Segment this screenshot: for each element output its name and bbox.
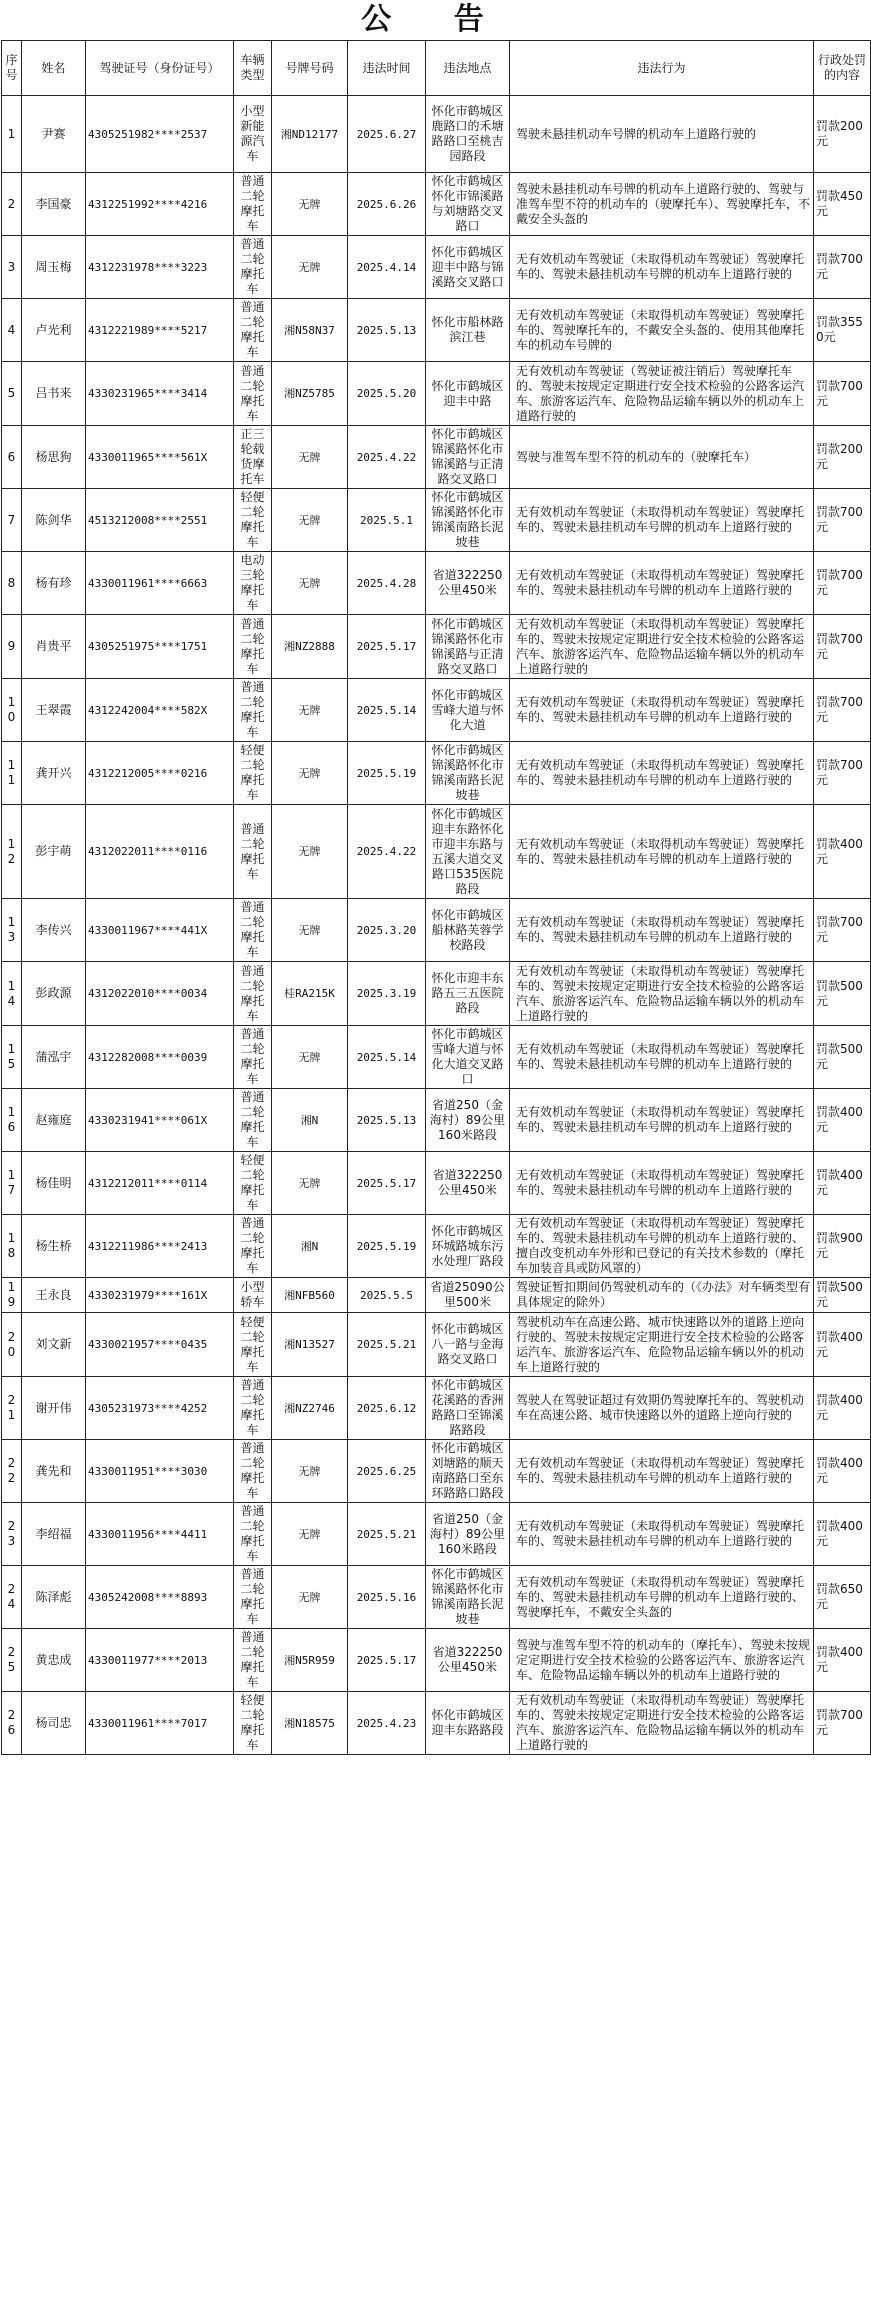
plate-number: 无牌	[272, 1152, 348, 1215]
person-name: 蒲泓宇	[22, 1026, 86, 1089]
table-row	[2, 1278, 871, 1313]
violation-date: 2025.4.22	[348, 426, 426, 489]
vehicle-type: 轻便二轮摩托车	[234, 742, 272, 805]
violation-place: 怀化市鹤城区花溪路的香洲路路口至锦溪路路段	[426, 1377, 510, 1440]
table-row	[2, 173, 871, 236]
penalty: 罚款200元	[814, 426, 871, 489]
violation-place: 怀化市鹤城区锦溪路怀化市锦溪路与正清路交叉路口	[426, 426, 510, 489]
violation-date: 2025.5.19	[348, 742, 426, 805]
violation-place: 省道322250公里450米	[426, 1629, 510, 1692]
row-number: 1	[2, 96, 22, 173]
plate-number: 湘ND12177	[272, 96, 348, 173]
violation-behavior: 无有效机动车驾驶证（驾驶证被注销后）驾驶摩托车的、驾驶未按规定定期进行安全技术检验的公路客运汽车、旅游客运汽车、危险物品运输车辆以外的机动车上道路行驶的	[510, 362, 814, 426]
header-penalty: 行政处罚的内容	[814, 41, 871, 96]
plate-number: 无牌	[272, 426, 348, 489]
violation-place: 怀化市鹤城区迎丰中路	[426, 362, 510, 426]
person-name: 刘文新	[22, 1313, 86, 1377]
row-number: 22	[2, 1440, 22, 1503]
violation-date: 2025.5.20	[348, 362, 426, 426]
header-place: 违法地点	[426, 41, 510, 96]
plate-number: 湘N18575	[272, 1692, 348, 1755]
row-number: 6	[2, 426, 22, 489]
violation-behavior: 驾驶与准驾车型不符的机动车的（驶摩托车）	[510, 426, 814, 489]
penalty: 罚款400元	[814, 1377, 871, 1440]
vehicle-type: 正三轮载货摩托车	[234, 426, 272, 489]
license-number: 4330011977****2013	[86, 1629, 234, 1692]
plate-number: 湘NZ5785	[272, 362, 348, 426]
plate-number: 湘NFB560	[272, 1278, 348, 1313]
violation-place: 省道25090公里500米	[426, 1278, 510, 1313]
vehicle-type: 轻便二轮摩托车	[234, 1313, 272, 1377]
table-row	[2, 1026, 871, 1089]
plate-number: 无牌	[272, 1440, 348, 1503]
table-row	[2, 1377, 871, 1440]
plate-number: 湘N13527	[272, 1313, 348, 1377]
person-name: 陈剑华	[22, 489, 86, 552]
vehicle-type: 普通二轮摩托车	[234, 1629, 272, 1692]
penalty: 罚款400元	[814, 1089, 871, 1152]
penalty: 罚款400元	[814, 1440, 871, 1503]
row-number: 23	[2, 1503, 22, 1566]
violation-date: 2025.5.17	[348, 615, 426, 679]
table-row	[2, 236, 871, 299]
row-number: 21	[2, 1377, 22, 1440]
license-number: 4312212011****0114	[86, 1152, 234, 1215]
plate-number: 无牌	[272, 742, 348, 805]
violation-place: 怀化市鹤城区船林路芙蓉学校路段	[426, 899, 510, 962]
table-row	[2, 679, 871, 742]
header-vehicle: 车辆类型	[234, 41, 272, 96]
violation-place: 怀化市鹤城区八一路与金海路交叉路口	[426, 1313, 510, 1377]
person-name: 杨佳明	[22, 1152, 86, 1215]
table-row	[2, 1440, 871, 1503]
person-name: 杨有珍	[22, 552, 86, 615]
violation-place: 怀化市鹤城区锦溪路怀化市锦溪南路长泥坡巷	[426, 489, 510, 552]
violation-behavior: 无有效机动车驾驶证（未取得机动车驾驶证）驾驶摩托车的、驾驶未悬挂机动车号牌的机动车上道路行驶的	[510, 1440, 814, 1503]
row-number: 9	[2, 615, 22, 679]
violation-behavior: 无有效机动车驾驶证（未取得机动车驾驶证）驾驶摩托车的、驾驶未悬挂机动车号牌的机动车上道路行驶的	[510, 1503, 814, 1566]
vehicle-type: 电动三轮摩托车	[234, 552, 272, 615]
violation-behavior: 无有效机动车驾驶证（未取得机动车驾驶证）驾驶摩托车的、驾驶未悬挂机动车号牌的机动车上道路行驶的	[510, 1026, 814, 1089]
plate-number: 桂RA215K	[272, 962, 348, 1026]
table-row	[2, 299, 871, 362]
license-number: 4312251992****4216	[86, 173, 234, 236]
vehicle-type: 普通二轮摩托车	[234, 899, 272, 962]
person-name: 李绍福	[22, 1503, 86, 1566]
violation-behavior: 驾驶证暂扣期间仍驾驶机动车的（《办法》对车辆类型有具体规定的除外）	[510, 1278, 814, 1313]
violation-date: 2025.6.12	[348, 1377, 426, 1440]
plate-number: 无牌	[272, 552, 348, 615]
violation-behavior: 无有效机动车驾驶证（未取得机动车驾驶证）驾驶摩托车的、驾驶未悬挂机动车号牌的机动车上道路行驶的、擅自改变机动车外形和已登记的有关技术参数的（摩托车加装音具或防风罩的）	[510, 1215, 814, 1278]
license-number: 4330011956****4411	[86, 1503, 234, 1566]
vehicle-type: 普通二轮摩托车	[234, 362, 272, 426]
violation-behavior: 无有效机动车驾驶证（未取得机动车驾驶证）驾驶摩托车的、驾驶摩托车的，不戴安全头盔的、使用其他摩托车的机动车号牌的	[510, 299, 814, 362]
header-date: 违法时间	[348, 41, 426, 96]
table-row	[2, 1566, 871, 1629]
violation-place: 省道250（金海村）89公里160米路段	[426, 1503, 510, 1566]
row-number: 3	[2, 236, 22, 299]
person-name: 周玉梅	[22, 236, 86, 299]
person-name: 尹赛	[22, 96, 86, 173]
violation-date: 2025.4.23	[348, 1692, 426, 1755]
violation-date: 2025.5.5	[348, 1278, 426, 1313]
violation-behavior: 驾驶人在驾驶证超过有效期仍驾驶摩托车的、驾驶机动车在高速公路、城市快速路以外的道路上逆向行驶的	[510, 1377, 814, 1440]
person-name: 卢光利	[22, 299, 86, 362]
violation-date: 2025.4.14	[348, 236, 426, 299]
license-number: 4312212005****0216	[86, 742, 234, 805]
plate-number: 湘N58N37	[272, 299, 348, 362]
license-number: 4305231973****4252	[86, 1377, 234, 1440]
table-row	[2, 1692, 871, 1755]
person-name: 彭政源	[22, 962, 86, 1026]
vehicle-type: 普通二轮摩托车	[234, 962, 272, 1026]
penalty: 罚款400元	[814, 1152, 871, 1215]
license-number: 4312231978****3223	[86, 236, 234, 299]
row-number: 15	[2, 1026, 22, 1089]
plate-number: 无牌	[272, 173, 348, 236]
violation-behavior: 无有效机动车驾驶证（未取得机动车驾驶证）驾驶摩托车的、驾驶未悬挂机动车号牌的机动车上道路行驶的	[510, 679, 814, 742]
row-number: 26	[2, 1692, 22, 1755]
penalty: 罚款400元	[814, 1503, 871, 1566]
vehicle-type: 普通二轮摩托车	[234, 805, 272, 899]
violation-date: 2025.6.25	[348, 1440, 426, 1503]
violation-date: 2025.6.27	[348, 96, 426, 173]
violation-place: 省道250（金海村）89公里160米路段	[426, 1089, 510, 1152]
vehicle-type: 普通二轮摩托车	[234, 679, 272, 742]
table-row	[2, 742, 871, 805]
vehicle-type: 普通二轮摩托车	[234, 1440, 272, 1503]
row-number: 16	[2, 1089, 22, 1152]
violation-place: 怀化市鹤城区雪峰大道与怀化大道交叉路口	[426, 1026, 510, 1089]
person-name: 王永良	[22, 1278, 86, 1313]
violation-date: 2025.5.19	[348, 1215, 426, 1278]
row-number: 18	[2, 1215, 22, 1278]
person-name: 杨思狗	[22, 426, 86, 489]
penalty: 罚款200元	[814, 96, 871, 173]
penalty: 罚款500元	[814, 1026, 871, 1089]
penalty: 罚款500元	[814, 1278, 871, 1313]
person-name: 谢开伟	[22, 1377, 86, 1440]
violation-place: 怀化市鹤城区迎丰东路怀化市迎丰东路与五溪大道交叉路口535医院路段	[426, 805, 510, 899]
license-number: 4330011951****3030	[86, 1440, 234, 1503]
header-name: 姓名	[22, 41, 86, 96]
row-number: 4	[2, 299, 22, 362]
violation-date: 2025.6.26	[348, 173, 426, 236]
violation-date: 2025.5.21	[348, 1313, 426, 1377]
license-number: 4305251975****1751	[86, 615, 234, 679]
table-row	[2, 426, 871, 489]
license-number: 4305242008****8893	[86, 1566, 234, 1629]
violation-place: 省道322250公里450米	[426, 1152, 510, 1215]
violation-behavior: 无有效机动车驾驶证（未取得机动车驾驶证）驾驶摩托车的、驾驶未悬挂机动车号牌的机动车上道路行驶的	[510, 805, 814, 899]
vehicle-type: 普通二轮摩托车	[234, 1215, 272, 1278]
license-number: 4513212008****2551	[86, 489, 234, 552]
person-name: 吕书来	[22, 362, 86, 426]
violation-place: 怀化市鹤城区鹿路口的禾塘路路口至桃吉园路段	[426, 96, 510, 173]
plate-number: 湘NZ2746	[272, 1377, 348, 1440]
violation-date: 2025.5.14	[348, 679, 426, 742]
table-row	[2, 362, 871, 426]
penalty: 罚款3550元	[814, 299, 871, 362]
violation-behavior: 无有效机动车驾驶证（未取得机动车驾驶证）驾驶摩托车的、驾驶未悬挂机动车号牌的机动车上道路行驶的	[510, 552, 814, 615]
plate-number: 无牌	[272, 489, 348, 552]
license-number: 4330021957****0435	[86, 1313, 234, 1377]
plate-number: 无牌	[272, 679, 348, 742]
violation-date: 2025.5.1	[348, 489, 426, 552]
vehicle-type: 普通二轮摩托车	[234, 1566, 272, 1629]
person-name: 彭宇萌	[22, 805, 86, 899]
penalty: 罚款700元	[814, 1692, 871, 1755]
license-number: 4305251982****2537	[86, 96, 234, 173]
plate-number: 湘N	[272, 1089, 348, 1152]
violation-date: 2025.3.19	[348, 962, 426, 1026]
row-number: 11	[2, 742, 22, 805]
license-number: 4312022011****0116	[86, 805, 234, 899]
row-number: 19	[2, 1278, 22, 1313]
penalty: 罚款450元	[814, 173, 871, 236]
table-row	[2, 1503, 871, 1566]
plate-number: 无牌	[272, 236, 348, 299]
violation-date: 2025.5.17	[348, 1152, 426, 1215]
penalty: 罚款900元	[814, 1215, 871, 1278]
penalty: 罚款400元	[814, 1313, 871, 1377]
row-number: 14	[2, 962, 22, 1026]
plate-number: 无牌	[272, 1026, 348, 1089]
penalty: 罚款650元	[814, 1566, 871, 1629]
row-number: 2	[2, 173, 22, 236]
violation-behavior: 无有效机动车驾驶证（未取得机动车驾驶证）驾驶摩托车的、驾驶未按规定定期进行安全技术检验的公路客运汽车、旅游客运汽车、危险物品运输车辆以外的机动车上道路行驶的	[510, 615, 814, 679]
person-name: 杨司忠	[22, 1692, 86, 1755]
violation-date: 2025.4.22	[348, 805, 426, 899]
violation-behavior: 无有效机动车驾驶证（未取得机动车驾驶证）驾驶摩托车的、驾驶未悬挂机动车号牌的机动车上道路行驶的	[510, 1089, 814, 1152]
person-name: 黄忠成	[22, 1629, 86, 1692]
person-name: 赵雍庭	[22, 1089, 86, 1152]
table-row	[2, 615, 871, 679]
row-number: 24	[2, 1566, 22, 1629]
header-behavior: 违法行为	[510, 41, 814, 96]
violation-place: 怀化市鹤城区锦溪路怀化市锦溪南路长泥坡巷	[426, 1566, 510, 1629]
violation-date: 2025.5.13	[348, 1089, 426, 1152]
violation-place: 怀化市鹤城区锦溪路怀化市锦溪路与正清路交叉路口	[426, 615, 510, 679]
row-number: 10	[2, 679, 22, 742]
penalty: 罚款700元	[814, 552, 871, 615]
violation-behavior: 驾驶未悬挂机动车号牌的机动车上道路行驶的、驾驶与准驾车型不符的机动车的（驶摩托车）、驾驶摩托车，不戴安全头盔的	[510, 173, 814, 236]
person-name: 李国豪	[22, 173, 86, 236]
violation-place: 怀化市鹤城区雪峰大道与怀化大道	[426, 679, 510, 742]
table-row	[2, 805, 871, 899]
vehicle-type: 普通二轮摩托车	[234, 173, 272, 236]
table-row	[2, 899, 871, 962]
violation-date: 2025.5.16	[348, 1566, 426, 1629]
plate-number: 湘NZ2888	[272, 615, 348, 679]
vehicle-type: 轻便二轮摩托车	[234, 1692, 272, 1755]
violation-place: 怀化市鹤城区怀化市锦溪路与刘塘路交叉路口	[426, 173, 510, 236]
penalty: 罚款700元	[814, 899, 871, 962]
violation-behavior: 无有效机动车驾驶证（未取得机动车驾驶证）驾驶摩托车的、驾驶未悬挂机动车号牌的机动车上道路行驶的	[510, 489, 814, 552]
violation-table	[1, 40, 871, 1755]
vehicle-type: 普通二轮摩托车	[234, 615, 272, 679]
violation-place: 怀化市鹤城区迎丰东路路段	[426, 1692, 510, 1755]
violation-place: 省道322250公里450米	[426, 552, 510, 615]
violation-behavior: 无有效机动车驾驶证（未取得机动车驾驶证）驾驶摩托车的、驾驶未悬挂机动车号牌的机动车上道路行驶的	[510, 899, 814, 962]
plate-number: 湘N	[272, 1215, 348, 1278]
violation-behavior: 无有效机动车驾驶证（未取得机动车驾驶证）驾驶摩托车的、驾驶未悬挂机动车号牌的机动车上道路行驶的	[510, 236, 814, 299]
page-title: 公 告	[361, 2, 510, 37]
table-row	[2, 1089, 871, 1152]
license-number: 4312221989****5217	[86, 299, 234, 362]
violation-behavior: 驾驶未悬挂机动车号牌的机动车上道路行驶的	[510, 96, 814, 173]
person-name: 杨生桥	[22, 1215, 86, 1278]
person-name: 李传兴	[22, 899, 86, 962]
violation-date: 2025.3.20	[348, 899, 426, 962]
vehicle-type: 普通二轮摩托车	[234, 1026, 272, 1089]
vehicle-type: 轻便二轮摩托车	[234, 1152, 272, 1215]
license-number: 4312242004****582X	[86, 679, 234, 742]
header-license: 驾驶证号（身份证号）	[86, 41, 234, 96]
plate-number: 无牌	[272, 1566, 348, 1629]
row-number: 12	[2, 805, 22, 899]
row-number: 17	[2, 1152, 22, 1215]
row-number: 5	[2, 362, 22, 426]
vehicle-type: 普通二轮摩托车	[234, 236, 272, 299]
violation-behavior: 驾驶与准驾车型不符的机动车的（摩托车）、驾驶未按规定定期进行安全技术检验的公路客运汽车、旅游客运汽车、危险物品运输车辆以外的机动车上道路行驶的	[510, 1629, 814, 1692]
person-name: 陈泽彪	[22, 1566, 86, 1629]
vehicle-type: 普通二轮摩托车	[234, 299, 272, 362]
violation-behavior: 无有效机动车驾驶证（未取得机动车驾驶证）驾驶摩托车的、驾驶未悬挂机动车号牌的机动车上道路行驶的、驾驶摩托车，不戴安全头盔的	[510, 1566, 814, 1629]
penalty: 罚款700元	[814, 236, 871, 299]
header-no: 序号	[2, 41, 22, 96]
violation-date: 2025.5.17	[348, 1629, 426, 1692]
header-plate: 号牌号码	[272, 41, 348, 96]
violation-behavior: 无有效机动车驾驶证（未取得机动车驾驶证）驾驶摩托车的、驾驶未按规定定期进行安全技术检验的公路客运汽车、旅游客运汽车、危险物品运输车辆以外的机动车上道路行驶的	[510, 962, 814, 1026]
license-number: 4312282008****0039	[86, 1026, 234, 1089]
violation-date: 2025.5.14	[348, 1026, 426, 1089]
row-number: 8	[2, 552, 22, 615]
vehicle-type: 小型新能源汽车	[234, 96, 272, 173]
license-number: 4330011961****6663	[86, 552, 234, 615]
row-number: 7	[2, 489, 22, 552]
violation-behavior: 无有效机动车驾驶证（未取得机动车驾驶证）驾驶摩托车的、驾驶未按规定定期进行安全技术检验的公路客运汽车、旅游客运汽车、危险物品运输车辆以外的机动车上道路行驶的	[510, 1692, 814, 1755]
violation-place: 怀化市鹤城区迎丰中路与锦溪路交叉路口	[426, 236, 510, 299]
table-row	[2, 96, 871, 173]
table-row	[2, 489, 871, 552]
penalty: 罚款700元	[814, 489, 871, 552]
license-number: 4330011965****561X	[86, 426, 234, 489]
row-number: 25	[2, 1629, 22, 1692]
table-row	[2, 1629, 871, 1692]
license-number: 4330011961****7017	[86, 1692, 234, 1755]
table-row	[2, 1313, 871, 1377]
person-name: 王翠霞	[22, 679, 86, 742]
violation-place: 怀化市船林路滨江巷	[426, 299, 510, 362]
vehicle-type: 普通二轮摩托车	[234, 1089, 272, 1152]
violation-date: 2025.5.13	[348, 299, 426, 362]
violation-place: 怀化市鹤城区环城路城东污水处理厂路段	[426, 1215, 510, 1278]
violation-behavior: 无有效机动车驾驶证（未取得机动车驾驶证）驾驶摩托车的、驾驶未悬挂机动车号牌的机动车上道路行驶的	[510, 1152, 814, 1215]
table-row	[2, 962, 871, 1026]
penalty: 罚款700元	[814, 742, 871, 805]
license-number: 4312022010****0034	[86, 962, 234, 1026]
table-row	[2, 552, 871, 615]
plate-number: 无牌	[272, 899, 348, 962]
violation-date: 2025.5.21	[348, 1503, 426, 1566]
violation-place: 怀化市鹤城区锦溪路怀化市锦溪南路长泥坡巷	[426, 742, 510, 805]
penalty: 罚款500元	[814, 962, 871, 1026]
license-number: 4330231979****161X	[86, 1278, 234, 1313]
table-row	[2, 1152, 871, 1215]
license-number: 4330011967****441X	[86, 899, 234, 962]
row-number: 13	[2, 899, 22, 962]
penalty: 罚款700元	[814, 615, 871, 679]
violation-behavior: 无有效机动车驾驶证（未取得机动车驾驶证）驾驶摩托车的、驾驶未悬挂机动车号牌的机动车上道路行驶的	[510, 742, 814, 805]
penalty: 罚款700元	[814, 679, 871, 742]
person-name: 龚开兴	[22, 742, 86, 805]
table-row	[2, 1215, 871, 1278]
violation-place: 怀化市鹤城区刘塘路的顺天南路路口至东环路路口路段	[426, 1440, 510, 1503]
person-name: 肖贵平	[22, 615, 86, 679]
penalty: 罚款400元	[814, 805, 871, 899]
plate-number: 无牌	[272, 1503, 348, 1566]
license-number: 4330231965****3414	[86, 362, 234, 426]
vehicle-type: 普通二轮摩托车	[234, 1503, 272, 1566]
license-number: 4312211986****2413	[86, 1215, 234, 1278]
penalty: 罚款700元	[814, 362, 871, 426]
plate-number: 无牌	[272, 805, 348, 899]
vehicle-type: 小型轿车	[234, 1278, 272, 1313]
vehicle-type: 普通二轮摩托车	[234, 1377, 272, 1440]
violation-place: 怀化市迎丰东路五三五医院路段	[426, 962, 510, 1026]
license-number: 4330231941****061X	[86, 1089, 234, 1152]
vehicle-type: 轻便二轮摩托车	[234, 489, 272, 552]
penalty: 罚款400元	[814, 1629, 871, 1692]
violation-behavior: 驾驶机动车在高速公路、城市快速路以外的道路上逆向行驶的、驾驶未按规定定期进行安全技术检验的公路客运汽车、旅游客运汽车、危险物品运输车辆以外的机动车上道路行驶的	[510, 1313, 814, 1377]
violation-date: 2025.4.28	[348, 552, 426, 615]
row-number: 20	[2, 1313, 22, 1377]
table-header-row	[2, 41, 871, 96]
plate-number: 湘N5R959	[272, 1629, 348, 1692]
person-name: 龚先和	[22, 1440, 86, 1503]
